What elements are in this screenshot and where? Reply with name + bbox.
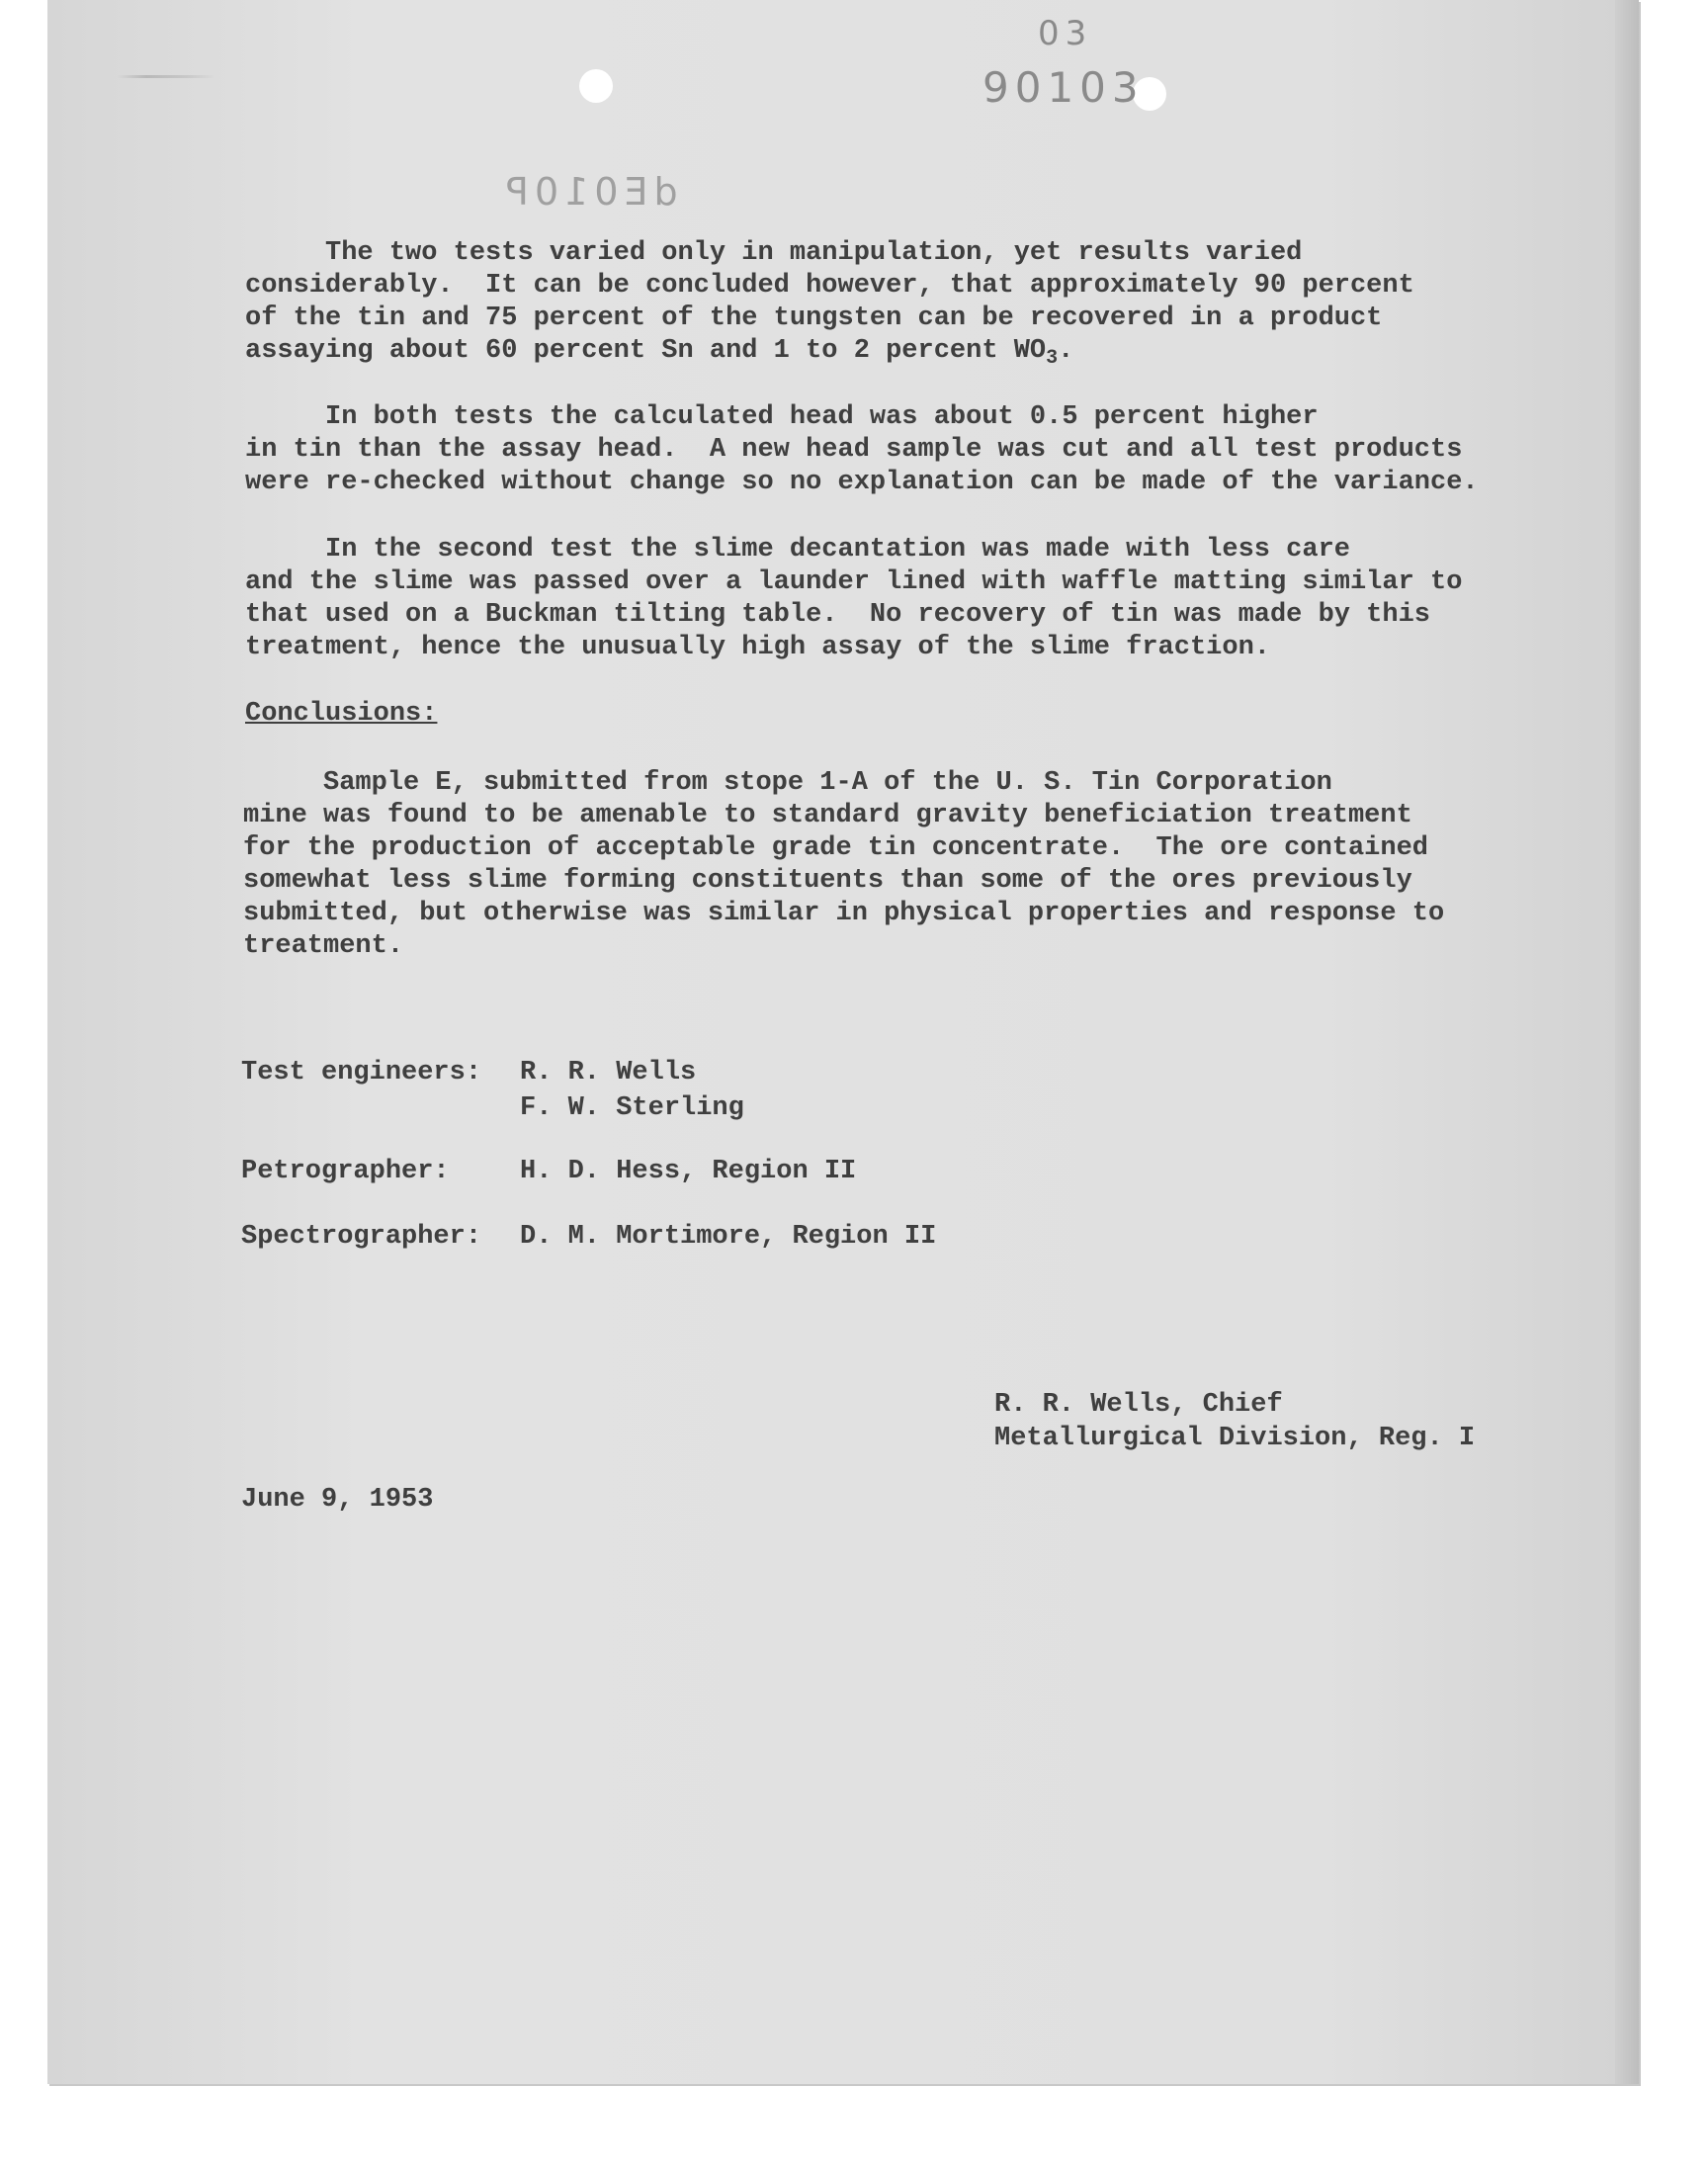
petrographer-label: Petrographer: (241, 1157, 450, 1186)
paragraph-3: In the second test the slime decantation was made with less care and the slime was passed over a launder lined with waffle matting similar to that used on a Buckman tilting table. No recovery of tin was made by this treatment, hence the unusually high assay of the slime fraction. (245, 535, 1463, 662)
page-number-stamp: 90103 (982, 63, 1145, 112)
signature-division: Metallurgical Division, Reg. I (994, 1424, 1476, 1453)
punch-hole (579, 69, 613, 103)
page-mark-small: 03 (1038, 14, 1093, 53)
formula-base: WO (1013, 336, 1047, 366)
paragraph-1 (245, 237, 1414, 369)
conclusions-paragraph: Sample E, submitted from stope 1-A of the U. S. Tin Corporation mine was found to be amenable to standard gravity beneficiation treatment for the production of acceptable grade tin concentrate. The ore contained somewhat less slime forming constituents than some of the ores previously submitted, but otherwise was similar in physical properties and response to treatment. (243, 768, 1445, 961)
petrographer-name: H. D. Hess, Region II (520, 1157, 857, 1186)
reversed-stamp: dE010P (500, 170, 678, 214)
document-date: June 9, 1953 (241, 1485, 434, 1515)
test-engineers-label: Test engineers: (241, 1058, 482, 1088)
conclusions-heading: Conclusions: (245, 699, 438, 729)
scan-artifact (117, 75, 215, 78)
test-engineer-1: R. R. Wells (520, 1058, 697, 1088)
page-edge-shadow (1615, 0, 1639, 2084)
formula-wo3 (1013, 336, 1074, 370)
formula-trail: . (1058, 336, 1074, 366)
formula-subscript: 3 (1046, 347, 1059, 370)
paragraph-1-text: The two tests varied only in manipulation, yet results varied considerably. It can be concluded however, that approximately 90 percent of the tin and 75 percent of the tungsten can be recovered in a product assaying about 60 percent Sn and 1 to 2 percent (245, 238, 1414, 366)
spectrographer-label: Spectrographer: (241, 1222, 482, 1252)
paragraph-2: In both tests the calculated head was about 0.5 percent higher in tin than the assay head. A new head sample was cut and all test products were re-checked without change so no explanation can be made of the variance. (245, 402, 1479, 497)
spectrographer-name: D. M. Mortimore, Region II (520, 1222, 937, 1252)
test-engineer-2: F. W. Sterling (520, 1093, 744, 1123)
signature-name: R. R. Wells, Chief (994, 1390, 1283, 1420)
